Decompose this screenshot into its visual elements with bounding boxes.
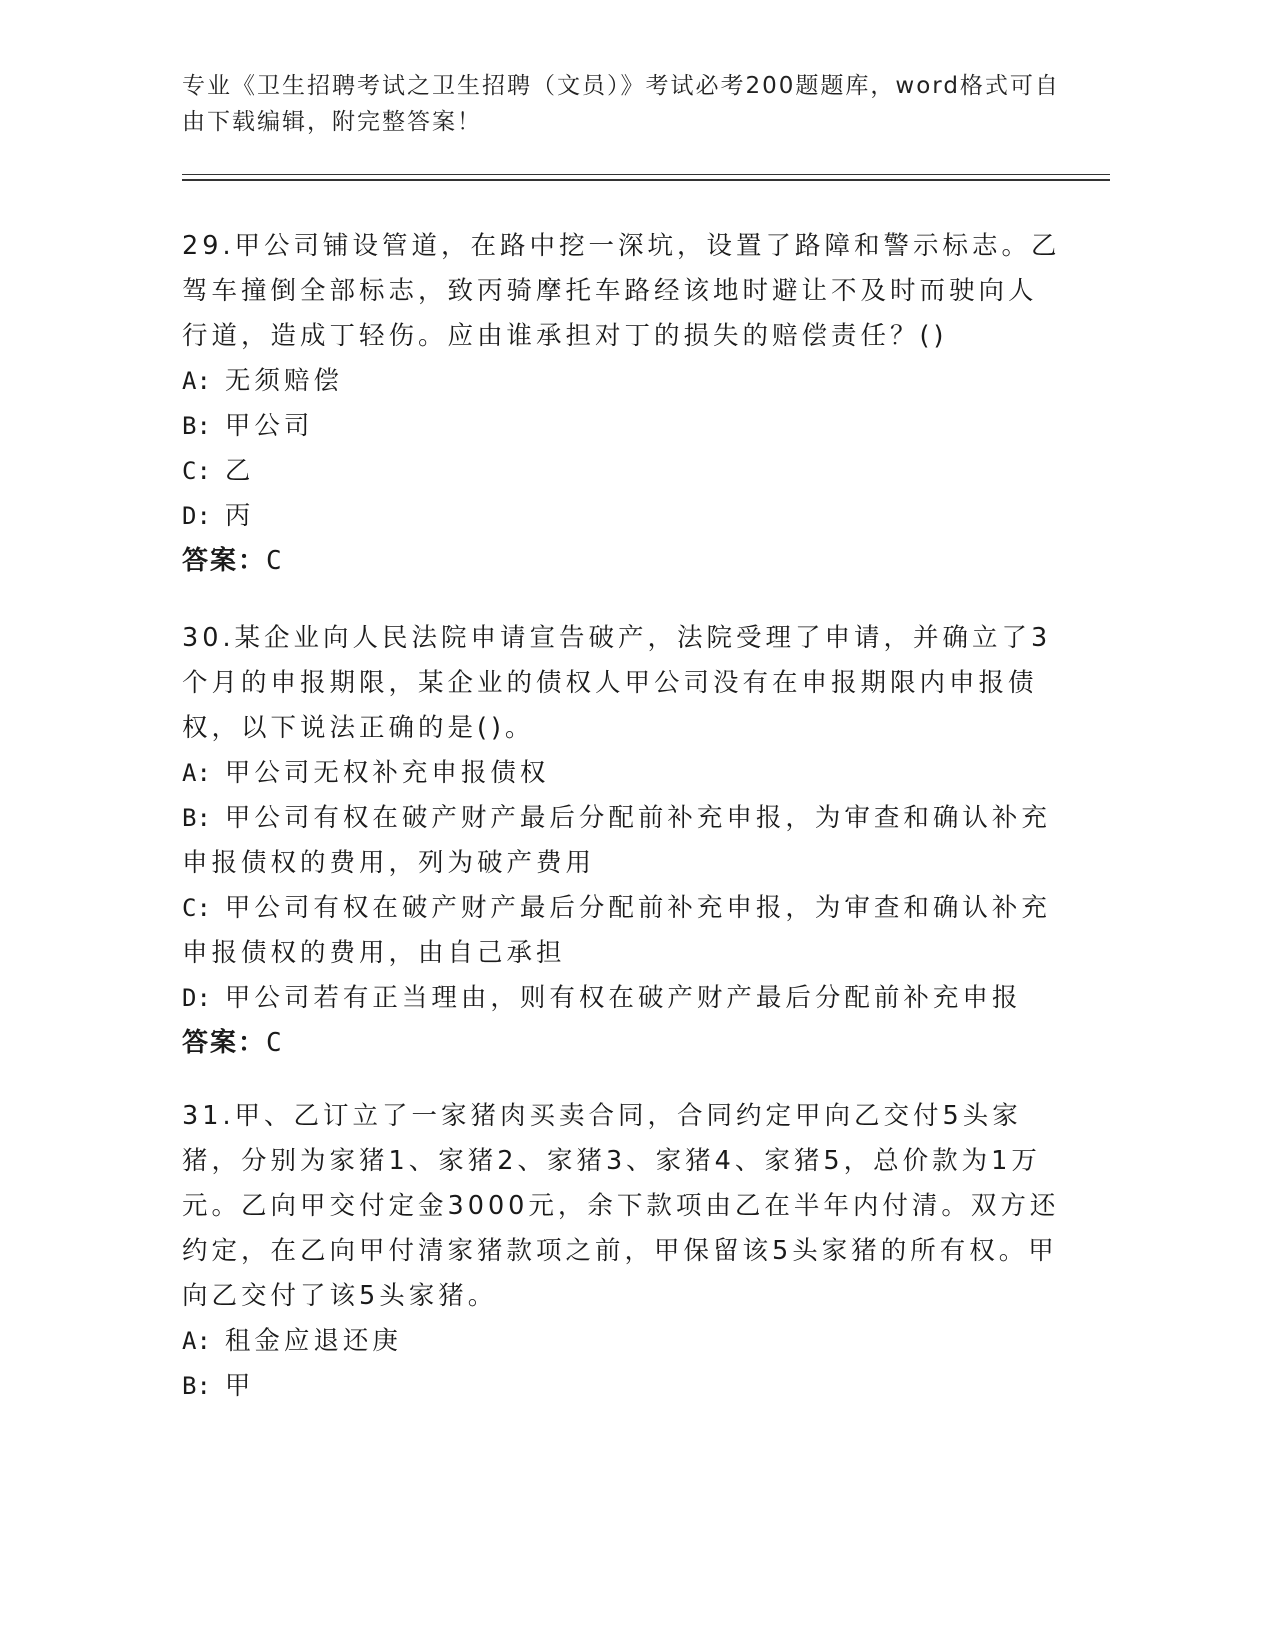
option-key: D: [182,984,211,1012]
question-stem: 31.甲、乙订立了一家猪肉买卖合同，合同约定甲向乙交付5头家猪，分别为家猪1、家猪2、家猪3、家猪4、家猪5，总价款为1万元。乙向甲交付定金3000元，余下款项由乙在半年内付清。双方还约定，在乙向甲付清家猪款项之前，甲保留该5头家猪的所有权。甲向乙交付了该5头家猪。 [182,1101,1060,1311]
option-d [182,976,1062,1021]
question-30 [182,616,1062,1066]
answer-line [182,539,1062,584]
option-text: 无须赔偿 [224,366,343,396]
option-key: B: [182,1372,211,1400]
header-divider-thin [182,174,1110,175]
option-a [182,751,1062,796]
option-key: C: [182,894,211,922]
header-divider-thick [182,179,1110,181]
option-key: C: [182,457,211,485]
answer-line [182,1021,1062,1066]
option-text: 甲公司无权补充申报债权 [224,758,550,788]
question-stem: 29.甲公司铺设管道，在路中挖一深坑，设置了路障和警示标志。乙驾车撞倒全部标志，致丙骑摩托车路经该地时避让不及时而驶向人行道，造成丁轻伤。应由谁承担对丁的损失的赔偿责任？() [182,231,1061,351]
answer-value: C [266,1028,284,1058]
answer-label: 答案： [182,546,267,576]
option-key: D: [182,502,211,530]
option-key: A: [182,1327,211,1355]
option-key: A: [182,759,211,787]
option-text: 丙 [224,501,255,531]
option-text: 甲公司有权在破产财产最后分配前补充申报，为审查和确认补充申报债权的费用，由自己承担 [182,893,1051,968]
option-text: 甲公司 [224,411,314,441]
document-header: 专业《卫生招聘考试之卫生招聘（文员）》考试必考200题题库，word格式可自由下载编辑，附完整答案！ [182,73,1060,135]
option-c [182,449,1062,494]
question-stem: 30.某企业向人民法院申请宣告破产，法院受理了申请，并确立了3个月的申报期限，某企业的债权人甲公司没有在申报期限内申报债权，以下说法正确的是()。 [182,623,1052,743]
option-d [182,494,1062,539]
option-key: B: [182,412,211,440]
option-text: 租金应退还庚 [224,1326,402,1356]
option-text: 甲 [224,1371,255,1401]
option-b [182,796,1062,886]
option-c [182,886,1062,976]
answer-label: 答案： [182,1028,267,1058]
option-text: 甲公司有权在破产财产最后分配前补充申报，为审查和确认补充申报债权的费用，列为破产费用 [182,803,1051,878]
option-text: 甲公司若有正当理由，则有权在破产财产最后分配前补充申报 [224,983,1022,1013]
option-a [182,1319,1062,1364]
option-b [182,1364,1062,1409]
option-key: A: [182,367,211,395]
option-a [182,359,1062,404]
option-text: 乙 [224,456,255,486]
question-29 [182,224,1062,584]
answer-value: C [266,546,284,576]
question-31 [182,1094,1062,1409]
option-b [182,404,1062,449]
option-key: B: [182,804,211,832]
